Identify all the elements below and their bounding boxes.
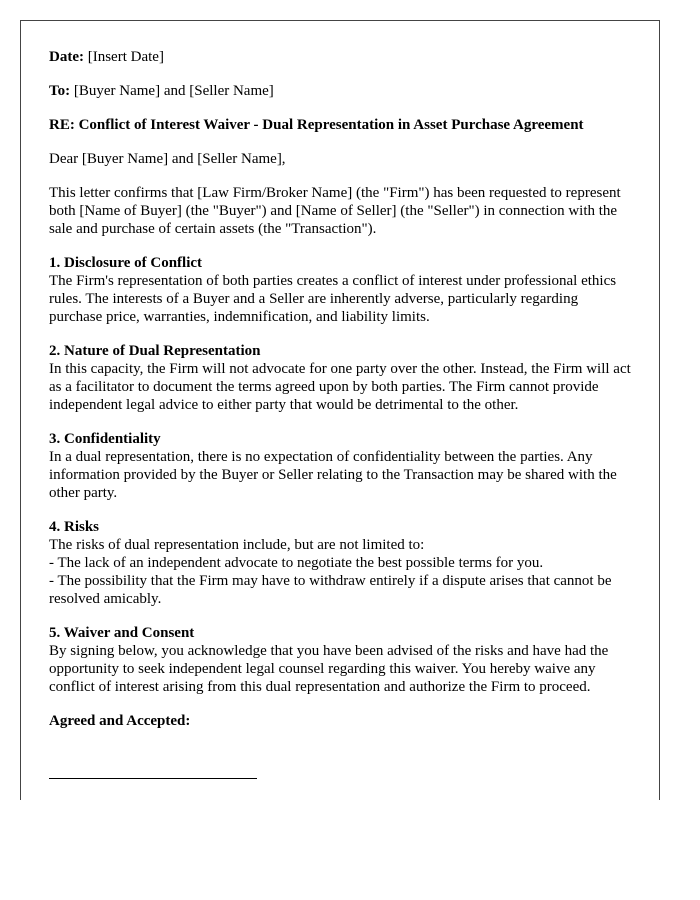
section-title: 3. Confidentiality: [49, 431, 161, 447]
salutation: Dear [Buyer Name] and [Seller Name],: [49, 151, 286, 167]
to-label: To:: [49, 83, 71, 99]
section-disclosure: [49, 254, 631, 326]
subject-line: RE: Conflict of Interest Waiver - Dual Representation in Asset Purchase Agreement: [49, 117, 584, 133]
section-body: In this capacity, the Firm will not advocate for one party over the other. Instead, the Firm will act as a facilitator to document the terms agreed upon by both parties. The Firm cannot provide independent legal advice to either party that would be detrimental to the other.: [49, 361, 631, 413]
section-body: In a dual representation, there is no expectation of confidentiality between the parties. Any information provided by the Buyer or Seller relating to the Transaction may be shared with the other party.: [49, 449, 617, 501]
to-line: [49, 82, 631, 100]
section-body: By signing below, you acknowledge that you have been advised of the risks and have had the opportunity to seek independent legal counsel regarding this waiver. You hereby waive any conflict of interest arising from this dual representation and authorize the Firm to proceed.: [49, 643, 609, 695]
section-title: 5. Waiver and Consent: [49, 625, 195, 641]
section-title: 1. Disclosure of Conflict: [49, 255, 203, 271]
risk-item: - The lack of an independent advocate to negotiate the best possible terms for you.: [49, 555, 544, 571]
intro-paragraph: This letter confirms that [Law Firm/Broker Name] (the "Firm") has been requested to represent both [Name of Buyer] (the "Buyer") and [Name of Seller] (the "Seller") in connection with the sale and purchase of certain assets (the "Transaction").: [49, 185, 621, 237]
section-title: 4. Risks: [49, 519, 100, 535]
section-title: 2. Nature of Dual Representation: [49, 343, 261, 359]
section-confidentiality: [49, 430, 631, 502]
date-label: Date:: [49, 49, 84, 65]
to-value: [Buyer Name] and [Seller Name]: [73, 83, 274, 99]
section-body: The Firm's representation of both parties creates a conflict of interest under professional ethics rules. The interests of a Buyer and a Seller are inherently adverse, particularly regarding purchase price, warranties, indemnification, and liability limits.: [49, 273, 617, 325]
risk-item: - The possibility that the Firm may have to withdraw entirely if a dispute arises that cannot be resolved amicably.: [49, 573, 612, 607]
section-waiver: [49, 624, 631, 696]
date-value: [Insert Date]: [87, 49, 164, 65]
agreed-label: Agreed and Accepted:: [49, 713, 191, 729]
section-body: The risks of dual representation include, but are not limited to:: [49, 537, 425, 553]
date-line: [49, 48, 631, 66]
section-risks: [49, 518, 631, 608]
letter-page: [20, 20, 660, 800]
section-nature: [49, 342, 631, 414]
signature-line: [49, 778, 257, 779]
